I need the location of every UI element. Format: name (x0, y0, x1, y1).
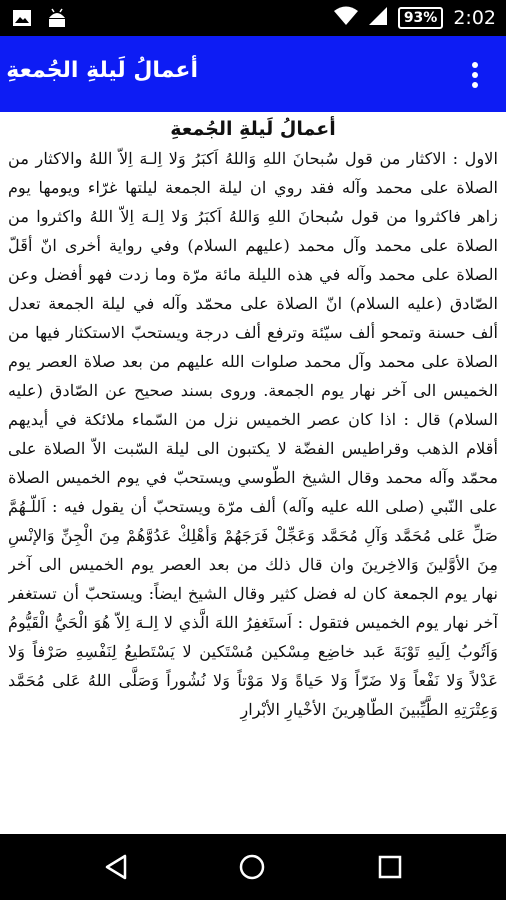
clock: 2:02 (453, 7, 496, 29)
article-content[interactable] (8, 112, 498, 834)
home-icon[interactable] (238, 853, 266, 881)
signal-icon (368, 6, 388, 30)
article-title: أعمالُ لَيلةِ الجُمعةِ (170, 118, 336, 140)
more-vert-icon[interactable] (460, 60, 490, 90)
battery-level: 93% (398, 7, 444, 29)
wifi-icon (334, 6, 358, 30)
status-system (334, 6, 496, 30)
app-title: أعمالُ لَيلةِ الجُمعةِ (6, 58, 198, 83)
image-icon (12, 8, 32, 32)
android-icon (46, 8, 68, 32)
app-bar (0, 36, 506, 112)
status-notifications (12, 8, 68, 32)
navigation-bar (0, 834, 506, 900)
back-icon[interactable] (103, 853, 131, 881)
article-body: الاول : الاكثار من قول سُبحانَ اللهِ وَاللهُ اَكبَرُ وَلا اِلـهَ اِلاّ اللهُ والاكثار من الصلاة على محمد وآله فقد روي ان ليلة الجمعة ليلتها غرّاء ويومها يوم زاهر فاكثروا من قول سُبحانَ اللهِ وَاللهُ اَكبَرُ وَلا اِلـهَ اِلاّ اللهُ واكثروا من الصلاة على محمد وآل محمد (عليهم السلام) وفي رواية أخرى انّ أقَلّ الصلاة على محمد وآله في هذه الليلة مائة مرّة وما زدت فهو أفضل وعن الصّادق (عليه السلام) انّ الصلاة على محمّد وآله في ليلة الجمعة تعدل ألف حسنة وتمحو ألف سيّئة وترفع ألف درجة ويستحبّ الاستكثار فيها من الصلاة على محمد وآل محمد صلوات الله عليهم من بعد صلاة العصر يوم الخميس الى آخر نهار يوم الجمعة. وروى بسند صحيح عن الصّادق (عليه السلام) قال : اذا كان عصر الخميس نزل من السّماء ملائكة في أيديهم أقلام الذهب وقراطيس الفضّة لا يكتبون الى ليلة السّبت الاّ الصلاة على محمّد وآله محمد وقال الشيخ الطّوسي ويستحبّ في يوم الخميس الصلاة على النّبي (صلى الله عليه وآله) ألف مرّة ويستحبّ أن يقول فيه : اَللّـهُمَّ صَلِّ عَلى مُحَمَّد وَآلِ مُحَمَّد وَعَجِّلْ فَرَجَهُمْ وَأهْلِكْ عَدُوَّهُمْ مِنَ الْجِنِّ وَالإنْسِ مِنَ الأوَّلينَ وَالاخِرينَ وان قال ذلك من بعد العصر يوم الخميس الى آخر نهار يوم الجمعة كان له فضل كثير وقال الشيخ ايضاً: ويستحبّ أن تستغفر آخر نهار يوم الخميس فتقول : اَستَغفِرُ اللهَ الَّذي لا اِلـهَ اِلاّ هُوَ الْحَيُّ الْقَيُّومُ وَاَتُوبُ اِلَيهِ تَوْبَةَ عَبد خاضِع مِسْكين مُسْتَكين لا يَسْتَطيعُ لِنَفْسِهِ صَرْفاً وَلا عَدْلاً وَلا نَفْعاً وَلا ضَرّاً وَلا حَياةً وَلا مَوْتاً وَلا نُشُوراً وَصَلَّى اللهُ عَلى مُحَمَّد وَعِتْرَتِهِ الطَّيِّبينَ الطّاهِرينَ الأخْيارِ الأبْرارِ (8, 149, 498, 719)
status-bar (0, 0, 506, 36)
recents-icon[interactable] (376, 853, 404, 881)
